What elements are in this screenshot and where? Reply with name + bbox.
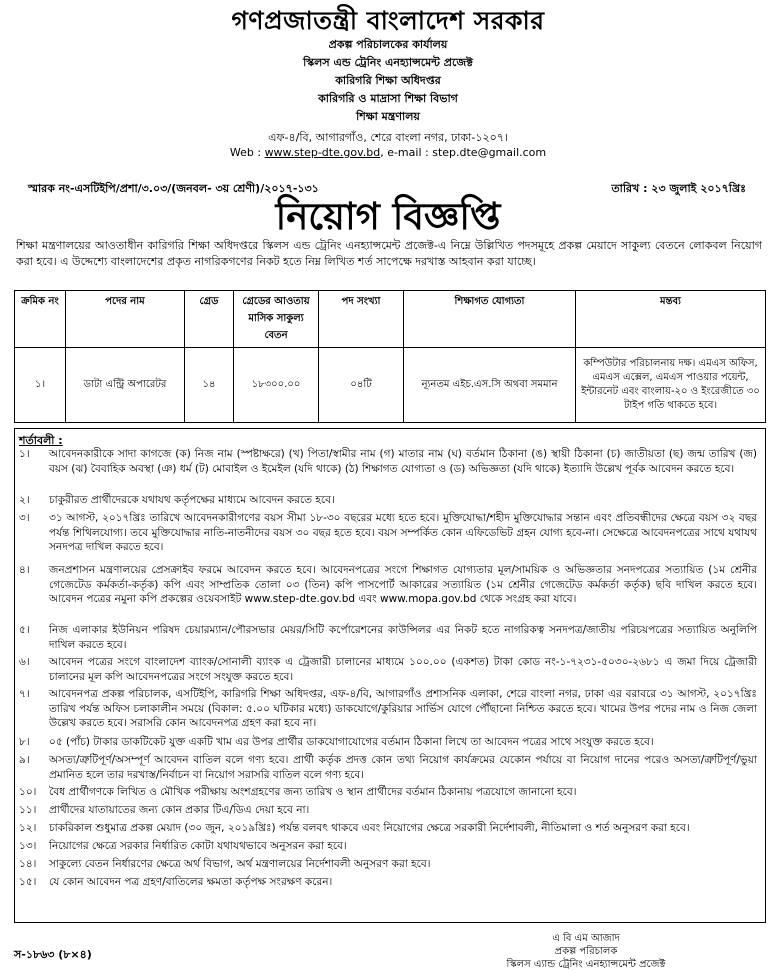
notice-title: নিয়োগ বিজ্ঞপ্তি — [275, 195, 501, 238]
cell-grade: ১৪ — [185, 348, 234, 423]
term-text: বৈধ প্রার্থীগণকে লিখিত ও মৌখিক পরীক্ষায় অংশগ্রহণের জন্য তারিখ ও স্থান প্রার্থীদের বর্তমান ঠিকানায় পত্রযোগে জানানো হবে। — [49, 786, 577, 798]
col-post-name: পদের নাম — [66, 291, 185, 348]
term-item — [19, 563, 757, 607]
term-text: চাকুরীরত প্রার্থীদেরকে যথাযথ কর্তৃপক্ষের মাধ্যমে আবেদন করতে হবে। — [49, 494, 335, 506]
term-number: ১১। — [19, 804, 37, 816]
project-line: স্কিলস এন্ড ট্রেনিং এনহ্যান্সমেন্ট প্রজেক্ট — [303, 56, 473, 69]
web-line — [10, 145, 766, 160]
term-item — [19, 687, 757, 731]
address-line: এফ-৪/বি, আগারগাঁও, শেরে বাংলা নগর, ঢাকা-১২০৭। — [268, 131, 508, 144]
term-text: ৩১ আগস্ট, ২০১৭খ্রিঃ তারিখে আবেদনকারীগণের বয়স সীমা ১৮-৩০ বছরের মধ্যে হতে হবে। মুক্তিযোদ্ধা/শহীদ মুক্তিযোদ্ধার সন্তান এবং প্রতিবন্ধীদের ক্ষেত্রে বয়স ৩২ বছর পর্যন্ত শিথিলযোগ্য। তবে মুক্তিযোদ্ধার নাতি-নাতনীদের বয়স ৩০ বছর হতে হবে। বয়স সম্পর্কিত কোন এফিডেভিট গ্রহন যোগ্য হবে-না। সেক্ষেত্রে আবেদনপত্রের সাথে যথাযথ সনদপত্র দাখিল করতে হবে। — [49, 512, 757, 553]
term-text: অসত্য/ত্রুটিপূর্ণ/অসম্পূর্ণ আবেদন বাতিল বলে গণ্য হবে। প্রার্থী কর্তৃক প্রদত্ত কোন তথ্য নিয়োগ কার্যক্রমের যেকোন পর্যায়ে বা নিয়োগ দানের পরেও অসত্য/ত্রুটিপূর্ণ/ভুয়া প্রমানিত হলে তার দরখাস্ত/নির্বাচন বা নিয়োগ সরাসরি বাতিল বলে গণ্য হবে। — [49, 754, 757, 781]
term-item — [19, 839, 757, 854]
term-number: ৬। — [19, 656, 30, 668]
web-label: Web : — [229, 146, 262, 159]
signature-block — [466, 932, 706, 971]
col-qualification: শিক্ষাগত যোগ্যতা — [404, 291, 576, 348]
term-number: ৩। — [19, 512, 30, 524]
email-link[interactable]: step.dte@gmail.com — [432, 146, 547, 159]
col-remarks: মন্তব্য — [576, 291, 766, 348]
term-text: চাকরিকাল শুধুমাত্র প্রকল্প মেয়াদ (৩০ জুন, ২০১৯খ্রিঃ) পর্যন্ত বলবৎ থাকবে এবং নিয়োগের ক্ষেত্রে সরকারী নির্দেশাবলী, নীতিমালা ও শর্ত অনুসরণ করা হবে। — [49, 822, 690, 834]
term-number: ৪। — [19, 564, 30, 576]
term-text: আবেদন পত্রের সংগে বাংলাদেশ ব্যাংক/সোনালী ব্যাংক এ ট্রেজারী চালানের মাধ্যমে ১০০.০০ (একশত) টাকা কোড নং-১-৭২৩১-৫০৩০-২৬৮১ এ জমা দিয়ে ট্রেজারী চালানের মূল কপি আবেদনপত্রের সংগে সংযুক্ত করতে হবে। — [49, 656, 757, 683]
term-item — [19, 623, 757, 652]
term-text: আবেদনপত্র প্রকল্প পরিচালক, এসটিইপি, কারিগরি শিক্ষা অধিদপ্তর, এফ-৪/বি, আগারগাঁও প্রশাসনিক এলাকা, শেরে বাংলা নগর, ঢাকা এর বরাবরে ৩১ আগস্ট, ২০১৭খ্রিঃ তারিখ পর্যন্ত অফিস চলাকালীন সময়ে (বিকাল: ৫.০০ ঘটিকার মধ্যে) ডাকযোগে/কুরিয়ার সার্ভিস যোগে পৌঁছানো নিশ্চিত করতে হবে। খামের উপর পদের নাম ও নিজ জেলা উল্লেখ করতে হবে। সরাসরি কোন আবেদনপত্র গ্রহণ করা হবে না। — [49, 688, 757, 729]
term-number: ২। — [19, 494, 30, 506]
term-item — [19, 511, 757, 555]
term-text: ০৫ (পাঁচ) টাকার ডাকটিকেট যুক্ত একটি খাম এর উপর প্রার্থীর ডাকযোগাযোগের বর্তমান ঠিকানা লিখে তা আবেদন পত্রের সাথে সংযুক্ত করতে হবে। — [49, 736, 654, 748]
term-item — [19, 821, 757, 836]
term-item — [19, 875, 757, 890]
term-text: যে কোন আবেদন পত্র গ্রহণ/বাতিলের ক্ষমতা কর্তৃপক্ষ সংরক্ষণ করেন। — [49, 876, 333, 888]
term-item — [19, 857, 757, 872]
term-item — [19, 655, 757, 684]
term-number: ১। — [19, 448, 30, 460]
cell-post-name: ডাটা এন্ট্রি অপারেটর — [66, 348, 185, 423]
office-line: প্রকল্প পরিচালকের কার্যালয় — [328, 38, 448, 51]
term-item — [19, 785, 757, 800]
cell-salary: ১৮৩০০.০০ — [234, 348, 319, 423]
term-item — [19, 735, 757, 750]
term-item — [19, 803, 757, 818]
government-title: গণপ্রজাতন্ত্রী বাংলাদেশ সরকার — [231, 6, 545, 35]
post-table — [14, 290, 766, 423]
col-salary: গ্রেডের আওতায় মাসিক সাকুল্য বেতন — [234, 291, 319, 348]
col-grade: গ্রেড — [185, 291, 234, 348]
term-number: ১০। — [19, 786, 37, 798]
signatory-project: স্কিলস এ্যান্ড ট্রেনিং এনহ্যান্সমেন্ট প্রজেক্ট — [506, 959, 666, 970]
term-text: আবেদনকারীকে সাদা কাগজে (ক) নিজ নাম (স্পষ্টাক্ষরে) (খ) পিতা/স্বামীর নাম (গ) মাতার নাম (ঘ) বর্তমান ঠিকানা (ঙ) স্থায়ী ঠিকানা (চ) জাতীয়তা (ছ) জন্ম তারিখ (জ) বয়স (ঝ) বৈবাহিক অবস্থা (ঞ) ধর্ম (ট) মোবাইল ও ইমেইল (যদি থাকে) (ঠ) শিক্ষাগত যোগ্যতা ও (ড) অভিজ্ঞতা (যদি থাকে) ইত্যাদি উল্লেখ পূর্বক আবেদন করতে হবে। — [49, 448, 757, 475]
term-text — [49, 563, 757, 607]
table-header-row — [15, 291, 766, 348]
cell-remarks: কম্পিউটার পরিচালনায় দক্ষ। এমএস অফিস, এমএস এক্সেল, এমএস পাওয়ার পয়েন্ট, ইন্টারনেট এবং বাংলায়-২০ ও ইংরেজীতে ৩০ টাইপ গতি থাকতে হবে। — [576, 348, 766, 423]
col-post-count: পদ সংখ্যা — [319, 291, 404, 348]
email-label: , e-mail : — [380, 146, 429, 159]
term-number: ৮। — [19, 736, 30, 748]
term-number: ১৪। — [19, 858, 37, 870]
signatory-name: এ বি এম আজাদ — [552, 933, 620, 944]
term-number: ১৩। — [19, 840, 37, 852]
term-number: ৯। — [19, 754, 30, 766]
division-line: কারিগরি ও মাদ্রাসা শিক্ষা বিভাগ — [318, 92, 458, 105]
ministry-line: শিক্ষা মন্ত্রণালয় — [356, 110, 420, 123]
term-number: ১৫। — [19, 876, 37, 888]
memo-number: স্মারক নং-এসটিইপি/প্রশা/৩.০৩/(জনবল- ৩য় শ্রেণী)/২০১৭-১৩১ — [28, 182, 319, 195]
signatory-designation: প্রকল্প পরিচালক — [554, 946, 618, 957]
terms-title: শর্তাবলী : — [19, 434, 63, 447]
website-link[interactable]: www.step-dte.gov.bd — [264, 146, 381, 159]
ad-code: স-১৮৬৩ (৮×৪) — [14, 948, 92, 961]
cell-post-count: ০৪টি — [319, 348, 404, 423]
term-number: ১২। — [19, 822, 37, 834]
term-number: ৫। — [19, 624, 30, 636]
col-serial: ক্রমিক নং — [15, 291, 66, 348]
term-item — [19, 753, 757, 782]
term-4-text: জনপ্রশাসন মন্ত্রণালয়ের প্রেসক্রাইব ফরমে আবেদন করতে হবে। আবেদনপত্রের সংগে শিক্ষাগত যোগ্যতার মূল/সাময়িক ও অভিজ্ঞতার সনদপত্রের সত্যায়িত (১ম শ্রেনীর গেজেটেড কর্মকর্তা-কর্তৃক) কপি এবং সাম্প্রতিক তোলা ০৩ (তিন) কপি পাসপোর্ট আকারের সত্যায়িত (১ম শ্রেনীর গেজেটেড কর্মকর্তা কর্তৃক) ছবি দাখিল করতে হবে। আবেদন পত্রের নমুনা কপি প্রকল্পের ওয়েবসাইট www.step-dte.gov.bd এবং www.mopa.gov.bd থেকে সংগ্রহ করা যাবে। — [49, 564, 757, 605]
term-item — [19, 493, 757, 508]
term-text: প্রার্থীদের যাতায়াতের জন্য কোন প্রকার টিএ/ডিএ দেয়া হবে না। — [49, 804, 310, 816]
term-item — [19, 447, 757, 476]
cell-serial: ১। — [15, 348, 66, 423]
terms-box — [14, 428, 766, 923]
term-text: নিয়োগের ক্ষেত্রে সরকার নির্ধারিত কোটা যথাযথভাবে অনুসরন করা হবে। — [49, 840, 347, 852]
intro-paragraph: শিক্ষা মন্ত্রণালয়ের আওতাধীন কারিগরি শিক্ষা অধিদপ্তরে স্কিলস এন্ড ট্রেনিং এনহ্যান্সমেন্ট প্রজেক্ট-এ নিম্নে উল্লিখিত পদসমূহে প্রকল্প মেয়াদে সাকুল্য বেতনে লোকবল নিয়োগ করা হবে। এ উদ্দেশ্যে বাংলাদেশের প্রকৃত নাগরিকগণের নিকট হতে নিম্ন লিখিত শর্ত সাপেক্ষে দরখাস্ত আহবান করা যাচ্ছে। — [16, 239, 762, 268]
term-number: ৭। — [19, 688, 30, 700]
table-row — [15, 348, 766, 423]
term-text: সাকুল্যে বেতন নির্ধারণের ক্ষেত্রে অর্থ বিভাগ, অর্থ মন্ত্রণালয়ের নির্দেশাবলী অনুসরণ করা হবে। — [49, 858, 431, 870]
directorate-line: কারিগরি শিক্ষা অধিদপ্তর — [335, 74, 441, 87]
cell-qualification: ন্যূনতম এইচ.এস.সি অথবা সমমান — [404, 348, 576, 423]
term-text: নিজ এলাকার ইউনিয়ন পরিষদ চেয়ারম্যান/পৌরসভার মেয়র/সিটি কর্পোরেশনের কাউন্সিলর এর নিকট হতে নাগরিকত্ব সনদপত্র/জাতীয় পরিচয়পত্রের সত্যায়িত অনুলিপি দাখিল করতে হবে। — [49, 624, 757, 651]
notice-date: তারিখ : ২৩ জুলাই ২০১৭খ্রিঃ — [611, 182, 746, 195]
